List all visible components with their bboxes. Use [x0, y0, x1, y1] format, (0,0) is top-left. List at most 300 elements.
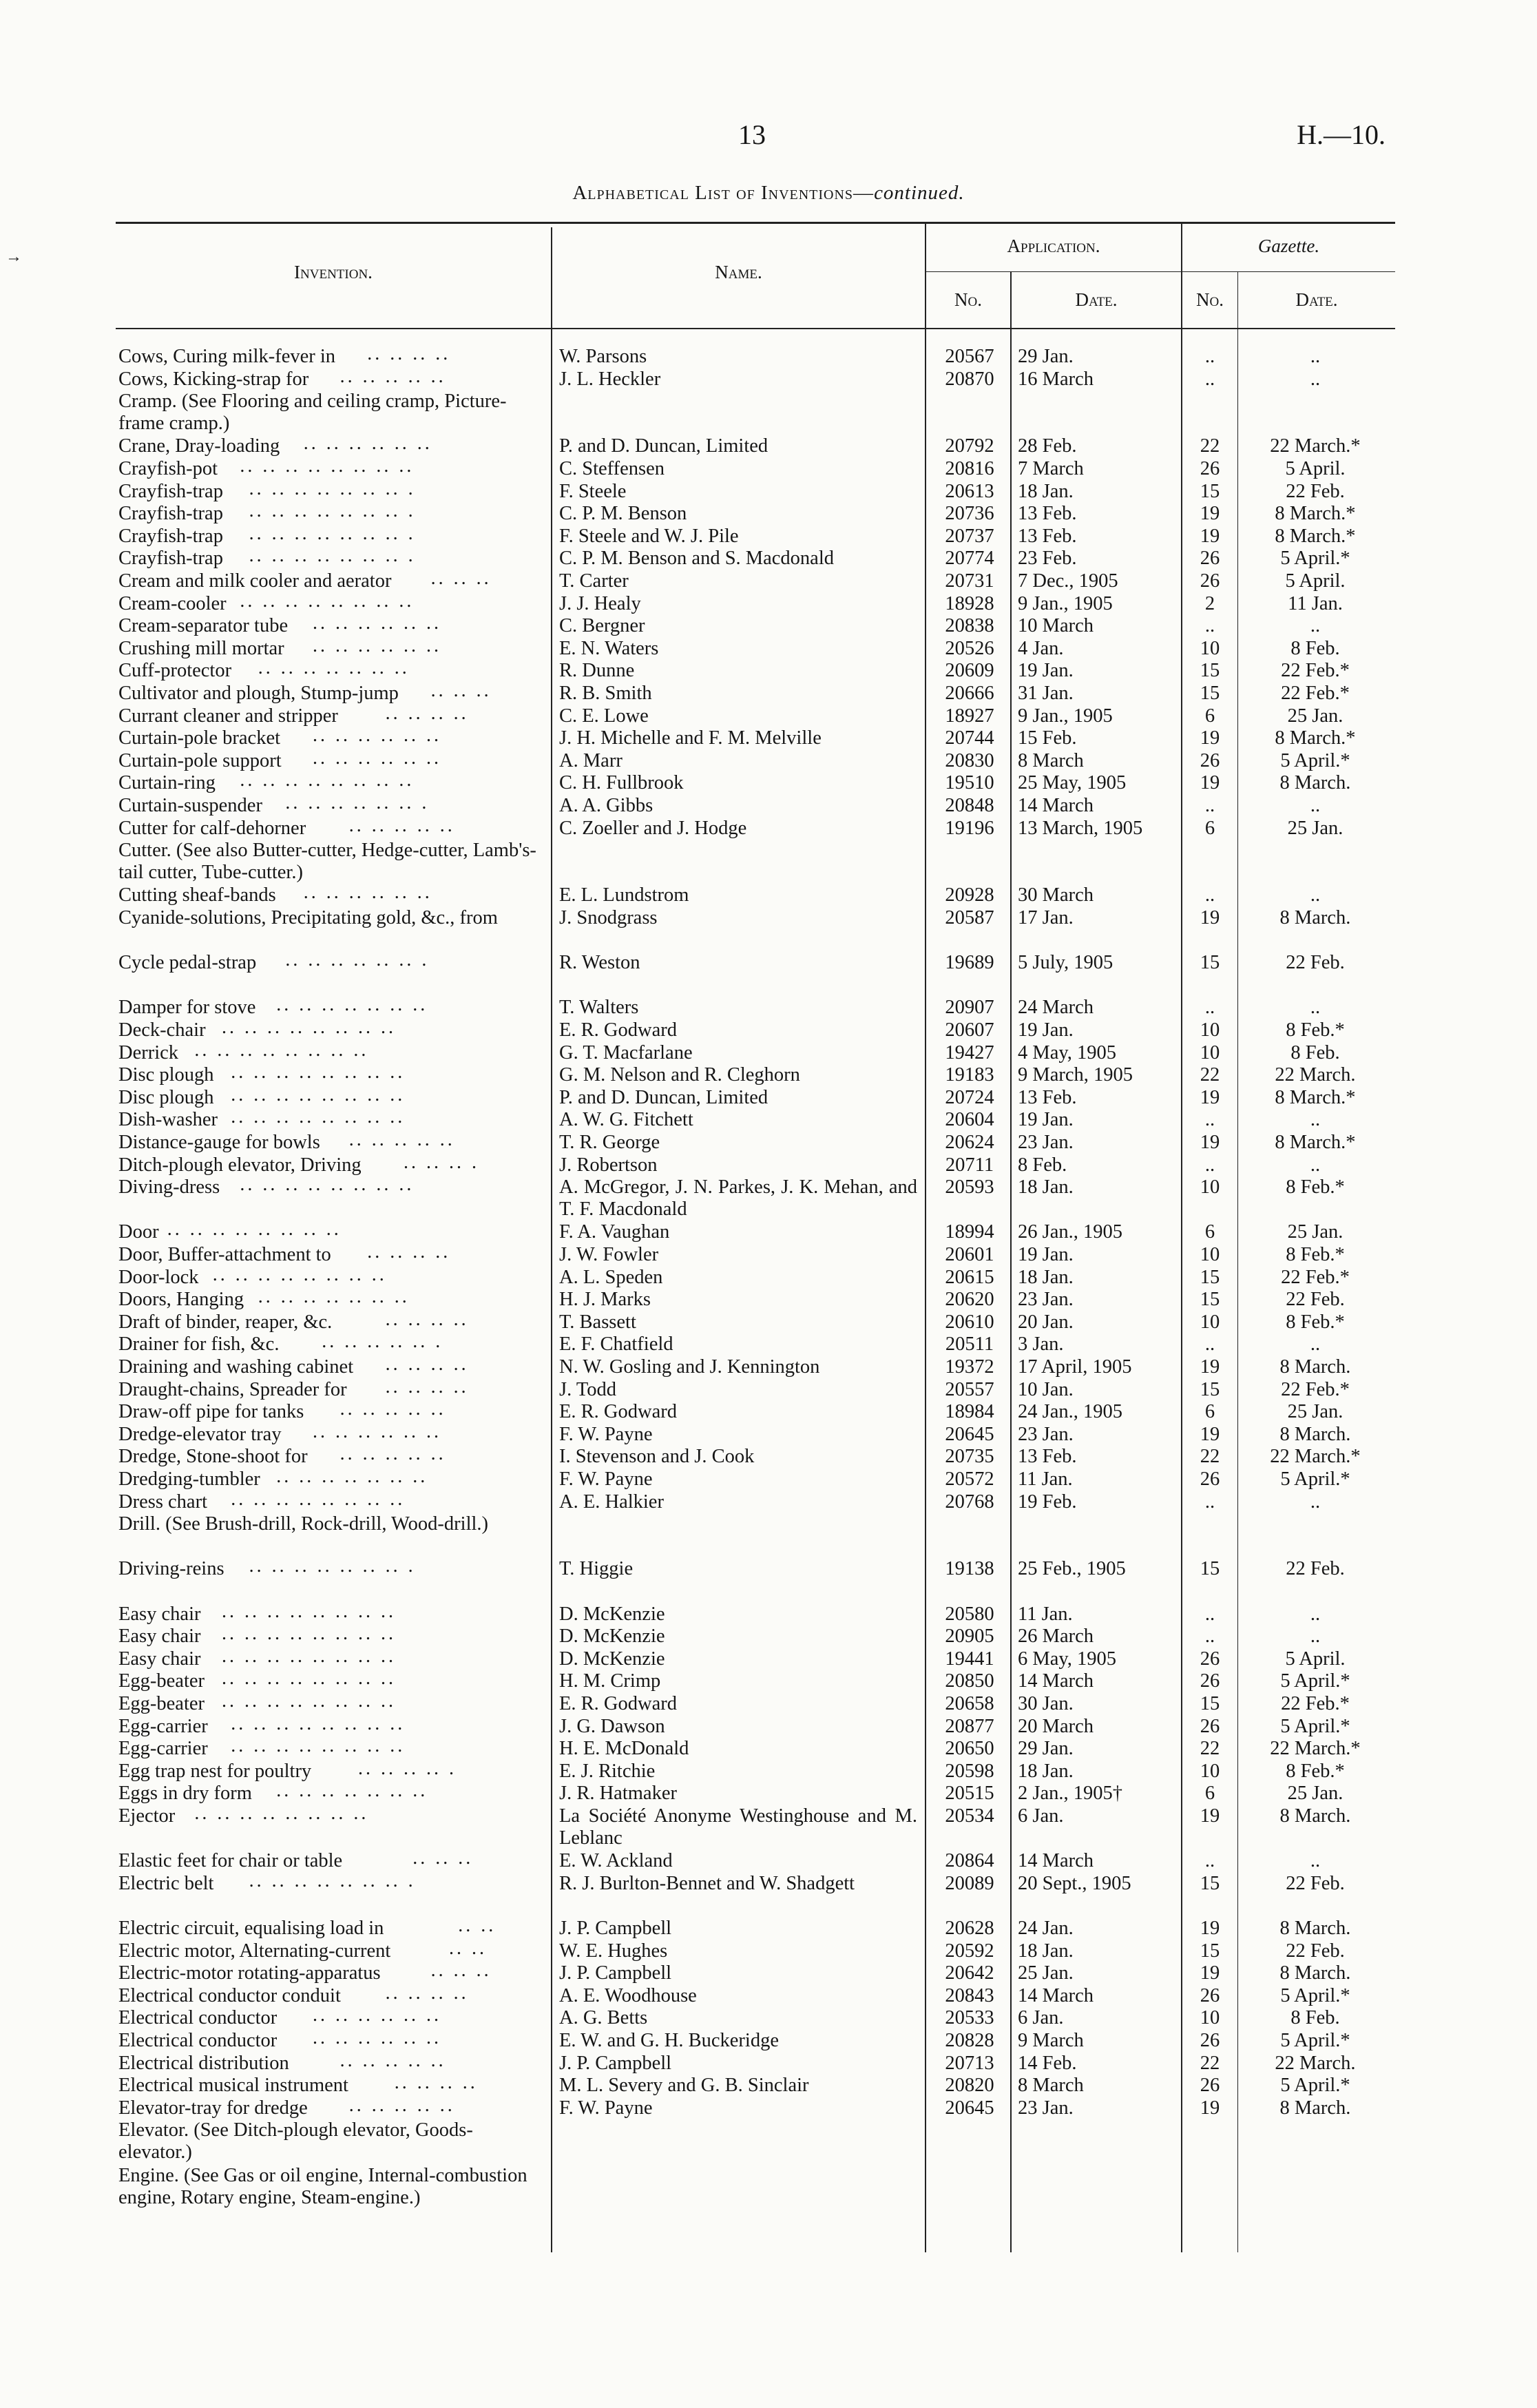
- application-date: 19 Jan.: [1018, 1109, 1074, 1131]
- invention-text: Crayfish-trap: [118, 525, 223, 547]
- invention-text: Curtain-pole support: [118, 749, 282, 771]
- application-date: 2 Jan., 1905†: [1018, 1783, 1122, 1805]
- application-date: 26 March: [1018, 1626, 1094, 1648]
- gazette-number: 19: [1200, 772, 1220, 794]
- leader-dots: .. .. .. .. .. .. .. ..: [222, 1623, 396, 1645]
- leader-dots: .. .. .. ..: [385, 702, 469, 724]
- application-date: 18 Jan.: [1018, 480, 1074, 502]
- gazette-number: ..: [1204, 1333, 1215, 1356]
- leader-dots: .. .. .. .. .. .. .. ..: [222, 1690, 396, 1712]
- invention-text: Door, Buffer-attachment to: [118, 1244, 331, 1265]
- application-number: 20607: [945, 1019, 994, 1041]
- applicant-name: J. W. Fowler: [559, 1244, 659, 1265]
- leader-dots: .. .. .. ..: [367, 343, 451, 364]
- gazette-number: 26: [1200, 1984, 1220, 2006]
- applicant-name: P. and D. Duncan, Limited: [559, 435, 768, 457]
- applicant-name: J. H. Michelle and F. M. Melville: [559, 727, 822, 749]
- invention-text: Cuff-protector: [118, 660, 232, 682]
- gazette-number: 19: [1200, 1423, 1220, 1445]
- application-date: 13 Feb.: [1018, 1446, 1077, 1468]
- application-number: 19510: [945, 772, 994, 794]
- gazette-date: 8 March.: [1279, 1962, 1351, 1984]
- gazette-date: ..: [1310, 884, 1321, 906]
- application-date: 29 Jan.: [1018, 1738, 1074, 1760]
- applicant-name: A. Marr: [559, 749, 623, 771]
- invention-text: Doors, Hanging: [118, 1289, 244, 1311]
- leader-dots: .. .. .. .. .. .. ..: [276, 1780, 428, 1802]
- gazette-date: ..: [1310, 615, 1321, 637]
- invention-text: Egg trap nest for poultry: [118, 1760, 312, 1782]
- application-date: 4 May, 1905: [1018, 1041, 1117, 1063]
- gazette-date: 8 Feb.*: [1286, 1176, 1345, 1198]
- leader-dots: .. .. .. .. .. .. .. ..: [231, 1083, 406, 1106]
- application-number: 20850: [945, 1670, 994, 1692]
- leader-dots: .. .. .. ..: [385, 1353, 469, 1375]
- invention-text: Engine. (See Gas or oil engine, Internal-combustion engine, Rotary engine, Steam-engine.): [118, 2164, 527, 2208]
- gazette-date: ..: [1310, 368, 1321, 390]
- invention-text: Ejector: [118, 1805, 176, 1827]
- gazette-date: 8 March.*: [1275, 1132, 1356, 1153]
- gazette-number: ..: [1204, 795, 1215, 816]
- leader-dots: .. .. .. .. .. .. .. ..: [231, 1106, 406, 1128]
- gazette-number: 6: [1204, 817, 1215, 839]
- application-number: 20744: [945, 727, 994, 749]
- application-date: 11 Jan.: [1018, 1468, 1073, 1490]
- gazette-number: 15: [1200, 1266, 1220, 1288]
- gazette-number: 26: [1200, 1670, 1220, 1692]
- leader-dots: .. .. .. .. .. ..: [303, 433, 432, 455]
- invention-text: Cream-cooler: [118, 592, 227, 614]
- gazette-date: 8 Feb.*: [1286, 1019, 1345, 1041]
- leader-dots: .. .. .. ..: [385, 1376, 469, 1398]
- applicant-name: T. Carter: [559, 570, 629, 592]
- gazette-number: 19: [1200, 1356, 1220, 1378]
- invention-text: Easy chair: [118, 1603, 201, 1625]
- column-rule-2: [925, 222, 926, 2252]
- applicant-name: G. M. Nelson and R. Cleghorn: [559, 1064, 800, 1086]
- applicant-name: C. E. Lowe: [559, 705, 649, 727]
- application-number: 20843: [945, 1984, 994, 2006]
- gazette-date: 8 March.: [1279, 772, 1351, 794]
- invention-text: Door-lock: [118, 1266, 199, 1288]
- application-number: 19427: [945, 1041, 994, 1063]
- header-gaz-date: Date.: [1295, 289, 1338, 310]
- invention-text: Electrical distribution: [118, 2052, 289, 2074]
- gazette-number: 26: [1200, 2030, 1220, 2051]
- invention-text: Dredging-tumbler: [118, 1468, 260, 1490]
- applicant-name: R. J. Burlton-Bennet and W. Shadgett: [559, 1872, 855, 1894]
- leader-dots: .. .. .. .. .. .. .. ..: [231, 1735, 406, 1757]
- applicant-name: A. L. Speden: [559, 1266, 663, 1288]
- gazette-number: 19: [1200, 1132, 1220, 1153]
- applicant-name: D. McKenzie: [559, 1648, 665, 1670]
- gazette-date: ..: [1310, 795, 1321, 816]
- application-date: 11 Jan.: [1018, 1603, 1073, 1625]
- applicant-name: M. L. Severy and G. B. Sinclair: [559, 2075, 809, 2097]
- applicant-name: E. N. Waters: [559, 637, 659, 659]
- applicant-name: E. W. and G. H. Buckeridge: [559, 2030, 779, 2051]
- invention-text: Draught-chains, Spreader for: [118, 1378, 347, 1400]
- gazette-date: ..: [1310, 1491, 1321, 1513]
- gazette-number: 15: [1200, 480, 1220, 502]
- applicant-name: J. P. Campbell: [559, 2052, 672, 2074]
- gazette-number: 19: [1200, 2097, 1220, 2119]
- leader-dots: .. .. .. .. .. .. .. ..: [194, 1803, 369, 1824]
- application-date: 6 May, 1905: [1018, 1648, 1117, 1670]
- leader-dots: .. .. .. .. .. .. .. ..: [222, 1645, 396, 1667]
- application-date: 17 Jan.: [1018, 907, 1074, 928]
- applicant-name: D. McKenzie: [559, 1603, 665, 1625]
- applicant-name: J. J. Healy: [559, 592, 641, 614]
- application-date: 8 Feb.: [1018, 1154, 1067, 1176]
- gazette-date: 22 March.: [1275, 1064, 1356, 1086]
- application-number: 20928: [945, 884, 994, 906]
- gazette-number: 19: [1200, 1962, 1220, 1984]
- invention-text: Easy chair: [118, 1648, 201, 1670]
- gazette-number: 26: [1200, 1648, 1220, 1670]
- gazette-number: 26: [1200, 548, 1220, 570]
- gazette-number: 26: [1200, 570, 1220, 592]
- leader-dots: .. .. .. .. .. ..: [313, 634, 441, 656]
- invention-text: Disc plough: [118, 1086, 214, 1108]
- applicant-name: H. J. Marks: [559, 1289, 651, 1311]
- invention-text: Electric-motor rotating-apparatus: [118, 1962, 381, 1984]
- leader-dots: .. .. .. .. .. ..: [313, 612, 441, 634]
- header-gazette: Gazette.: [1257, 236, 1320, 256]
- gazette-date: 22 Feb.: [1286, 480, 1345, 502]
- gazette-number: 26: [1200, 1468, 1220, 1490]
- application-number: 20609: [945, 660, 994, 682]
- application-number: 20567: [945, 346, 994, 367]
- paper-reference: H.—10.: [1297, 119, 1386, 150]
- application-date: 9 Jan., 1905: [1018, 705, 1113, 727]
- gazette-number: 6: [1204, 1221, 1215, 1243]
- application-number: 20615: [945, 1266, 994, 1288]
- invention-text: Crayfish-trap: [118, 480, 223, 502]
- gazette-date: 8 March.: [1279, 1805, 1351, 1827]
- application-date: 20 Sept., 1905: [1018, 1872, 1131, 1894]
- invention-text: Drill. (See Brush-drill, Rock-drill, Wood-drill.): [118, 1513, 489, 1535]
- gazette-date: 5 April.*: [1280, 749, 1350, 771]
- invention-text: Dredge-elevator tray: [118, 1423, 282, 1445]
- gazette-number: 19: [1200, 1086, 1220, 1108]
- gazette-date: 8 March.*: [1275, 503, 1356, 525]
- application-date: 13 Feb.: [1018, 503, 1077, 525]
- applicant-name: A. McGregor, J. N. Parkes, J. K. Mehan, and T. F. Macdonald: [559, 1176, 917, 1221]
- applicant-name: C. Bergner: [559, 615, 645, 637]
- applicant-name: La Société Anonyme Westinghouse and M. Leblanc: [559, 1805, 917, 1849]
- gazette-date: ..: [1310, 1333, 1321, 1356]
- gazette-date: 22 Feb.: [1286, 1872, 1345, 1894]
- applicant-name: W. Parsons: [559, 346, 647, 367]
- gazette-number: 10: [1200, 637, 1220, 659]
- application-number: 20713: [945, 2052, 994, 2074]
- application-number: 18928: [945, 592, 994, 614]
- application-number: 20864: [945, 1850, 994, 1872]
- gazette-number: 10: [1200, 2007, 1220, 2029]
- gazette-number: 26: [1200, 1715, 1220, 1737]
- application-number: 20792: [945, 435, 994, 457]
- gazette-date: 5 April.*: [1280, 1715, 1350, 1737]
- application-number: 20587: [945, 907, 994, 928]
- gazette-date: 8 March.: [1279, 907, 1351, 928]
- application-date: 10 March: [1018, 615, 1094, 637]
- gazette-number: ..: [1204, 615, 1215, 637]
- application-number: 20774: [945, 548, 994, 570]
- invention-text: Cycle pedal-strap: [118, 952, 257, 974]
- applicant-name: F. W. Payne: [559, 2097, 653, 2119]
- applicant-name: C. Steffensen: [559, 458, 665, 479]
- heading-main: Alphabetical List of Inventions—: [572, 182, 875, 204]
- gazette-number: 15: [1200, 1378, 1220, 1400]
- gazette-number: ..: [1204, 346, 1215, 367]
- invention-text: Disc plough: [118, 1064, 214, 1086]
- applicant-name: A. E. Halkier: [559, 1491, 664, 1513]
- invention-text: Cyanide-solutions, Precipitating gold, &c., from: [118, 907, 498, 928]
- applicant-name: R. Dunne: [559, 660, 635, 682]
- leader-dots: .. ..: [458, 1915, 496, 1936]
- gazette-date: 8 Feb.*: [1286, 1311, 1345, 1333]
- invention-text: Currant cleaner and stripper: [118, 705, 338, 727]
- invention-text: Cultivator and plough, Stump-jump: [118, 683, 399, 704]
- gazette-number: 15: [1200, 1693, 1220, 1714]
- application-number: 20533: [945, 2007, 994, 2029]
- header-name: Name.: [715, 262, 762, 282]
- application-date: 14 March: [1018, 1670, 1094, 1692]
- application-date: 14 March: [1018, 1850, 1094, 1872]
- invention-text: Crayfish-trap: [118, 548, 223, 570]
- applicant-name: H. E. McDonald: [559, 1738, 689, 1760]
- invention-text: Curtain-ring: [118, 772, 216, 794]
- application-number: 20905: [945, 1626, 994, 1648]
- table-top-rule: [116, 222, 1395, 224]
- application-date: 9 March, 1905: [1018, 1064, 1133, 1086]
- application-number: 20628: [945, 1918, 994, 1939]
- table-header-rule: [116, 328, 1395, 329]
- application-number: 20816: [945, 458, 994, 479]
- application-number: 20604: [945, 1109, 994, 1131]
- invention-text: Crayfish-pot: [118, 458, 218, 479]
- application-number: 20736: [945, 503, 994, 525]
- invention-text: Electrical conductor: [118, 2007, 278, 2029]
- application-date: 7 Dec., 1905: [1018, 570, 1118, 592]
- application-number: 20557: [945, 1378, 994, 1400]
- invention-text: Curtain-pole bracket: [118, 727, 281, 749]
- invention-text: Dress chart: [118, 1491, 207, 1513]
- gazette-number: ..: [1204, 1109, 1215, 1131]
- application-number: 20711: [945, 1154, 994, 1176]
- application-number: 20737: [945, 525, 994, 547]
- invention-text: Elastic feet for chair or table: [118, 1850, 343, 1872]
- gazette-date: 8 Feb.: [1290, 637, 1340, 659]
- application-number: 18927: [945, 705, 994, 727]
- invention-text: Electrical conductor conduit: [118, 1984, 341, 2006]
- application-number: 20089: [945, 1872, 994, 1894]
- gazette-date: 5 April.*: [1280, 2075, 1350, 2097]
- gazette-date: 8 Feb.*: [1286, 1760, 1345, 1782]
- invention-text: Draining and washing cabinet: [118, 1356, 354, 1378]
- application-date: 25 Feb., 1905: [1018, 1558, 1126, 1580]
- leader-dots: .. .. .. .. .. .. .. ..: [231, 1712, 406, 1734]
- gazette-number: 26: [1200, 749, 1220, 771]
- gazette-number: 22: [1200, 435, 1220, 457]
- gazette-date: ..: [1310, 1154, 1321, 1176]
- leader-dots: .. .. .. ..: [394, 2072, 478, 2094]
- application-date: 4 Jan.: [1018, 637, 1064, 659]
- application-number: 20666: [945, 683, 994, 704]
- invention-text: Crane, Dray-loading: [118, 435, 280, 457]
- gazette-date: ..: [1310, 346, 1321, 367]
- gazette-date: ..: [1310, 1626, 1321, 1648]
- leader-dots: .. .. .. .. .. .. .. ..: [231, 1488, 406, 1510]
- gazette-number: 26: [1200, 2075, 1220, 2097]
- application-date: 31 Jan.: [1018, 683, 1074, 704]
- gazette-date: 22 Feb.: [1286, 1289, 1345, 1311]
- leader-dots: .. .. .. .. .. .. .: [285, 792, 430, 813]
- gazette-date: 22 March.*: [1270, 1446, 1361, 1468]
- application-date: 26 Jan., 1905: [1018, 1221, 1122, 1243]
- gazette-number: 19: [1200, 503, 1220, 525]
- applicant-name: J. L. Heckler: [559, 368, 661, 390]
- leader-dots: .. .. ..: [430, 680, 492, 701]
- invention-text: Door: [118, 1221, 159, 1243]
- gazette-date: 22 Feb.*: [1281, 660, 1350, 682]
- gazette-number: ..: [1204, 1154, 1215, 1176]
- application-date: 14 March: [1018, 795, 1094, 816]
- application-number: 20870: [945, 368, 994, 390]
- gazette-date: 22 March.: [1275, 2052, 1356, 2074]
- gazette-date: 8 March.*: [1275, 727, 1356, 749]
- gazette-date: 22 Feb.: [1286, 952, 1345, 974]
- leader-dots: .. .. .. .. .. .. .: [285, 949, 430, 971]
- gazette-number: 19: [1200, 1805, 1220, 1827]
- application-number: 20877: [945, 1715, 994, 1737]
- application-number: 20724: [945, 1086, 994, 1108]
- leader-dots: .. .. .. .. .. ..: [313, 2027, 441, 2048]
- application-date: 13 Feb.: [1018, 525, 1077, 547]
- application-date: 16 March: [1018, 368, 1094, 390]
- application-date: 24 March: [1018, 997, 1094, 1019]
- gazette-number: ..: [1204, 368, 1215, 390]
- header-app-no: No.: [954, 289, 982, 310]
- application-date: 6 Jan.: [1018, 1805, 1064, 1827]
- gazette-number: 10: [1200, 1311, 1220, 1333]
- leader-dots: .. .. .. .. .. .. .. ..: [222, 1668, 396, 1690]
- gazette-number: 6: [1204, 1783, 1215, 1805]
- leader-dots: .. .. .. .. .. .. .. .: [249, 1555, 416, 1577]
- applicant-name: J. Snodgrass: [559, 907, 658, 928]
- leader-dots: .. .. ..: [430, 1960, 492, 1982]
- gazette-number: ..: [1204, 1626, 1215, 1648]
- leader-dots: .. .. .. .. .. ..: [313, 2004, 441, 2026]
- gazette-number: 10: [1200, 1176, 1220, 1198]
- header-gaz-no: No.: [1196, 289, 1224, 310]
- application-date: 18 Jan.: [1018, 1176, 1074, 1198]
- application-date: 23 Jan.: [1018, 1132, 1074, 1153]
- gazette-number: 15: [1200, 683, 1220, 704]
- leader-dots: .. .. .. .. .. .. .. ..: [167, 1218, 342, 1241]
- page-number: 13: [738, 119, 766, 150]
- application-number: 20838: [945, 615, 994, 637]
- application-number: 20598: [945, 1760, 994, 1782]
- applicant-name: C. H. Fullbrook: [559, 772, 684, 794]
- application-number: 20735: [945, 1446, 994, 1468]
- gazette-number: 10: [1200, 1760, 1220, 1782]
- applicant-name: F. Steele and W. J. Pile: [559, 525, 739, 547]
- gazette-date: 5 April.: [1285, 458, 1346, 479]
- group-rule-application: [925, 271, 1181, 272]
- applicant-name: F. W. Payne: [559, 1423, 653, 1445]
- invention-text: Curtain-suspender: [118, 795, 262, 816]
- application-number: 20650: [945, 1738, 994, 1760]
- invention-text: Cutting sheaf-bands: [118, 884, 276, 906]
- invention-text: Ditch-plough elevator, Driving: [118, 1154, 362, 1176]
- application-number: 20645: [945, 2097, 994, 2119]
- invention-text: Cream-separator tube: [118, 615, 289, 637]
- gazette-date: 5 April.: [1285, 1648, 1346, 1670]
- invention-text: Derrick: [118, 1041, 179, 1063]
- leader-dots: .. .. .. .. .. .. .. ..: [240, 590, 415, 612]
- gazette-date: ..: [1310, 1850, 1321, 1872]
- application-date: 8 March: [1018, 749, 1084, 771]
- application-number: 20572: [945, 1468, 994, 1490]
- application-date: 9 March: [1018, 2030, 1084, 2051]
- leader-dots: .. .. .. .. .. ..: [313, 1420, 441, 1442]
- application-date: 20 March: [1018, 1715, 1094, 1737]
- leader-dots: .. ..: [449, 1937, 487, 1959]
- applicant-name: J. G. Dawson: [559, 1715, 665, 1737]
- leader-dots: .. .. ..: [430, 568, 492, 589]
- invention-text: Electric belt: [118, 1872, 214, 1894]
- gazette-date: 22 Feb.*: [1281, 1693, 1350, 1714]
- applicant-name: C. P. M. Benson: [559, 503, 687, 525]
- gazette-date: 22 March.*: [1270, 1738, 1361, 1760]
- gazette-number: 22: [1200, 1064, 1220, 1086]
- application-number: 19196: [945, 817, 994, 839]
- gazette-date: ..: [1310, 1603, 1321, 1625]
- invention-text: Electrical musical instrument: [118, 2075, 348, 2097]
- gazette-number: 2: [1204, 592, 1215, 614]
- applicant-name: J. R. Hatmaker: [559, 1783, 677, 1805]
- applicant-name: E. R. Godward: [559, 1401, 677, 1423]
- invention-text: Deck-chair: [118, 1019, 206, 1041]
- gazette-date: ..: [1310, 997, 1321, 1019]
- application-number: 18994: [945, 1221, 994, 1243]
- applicant-name: A. W. G. Fitchett: [559, 1109, 693, 1131]
- invention-text: Easy chair: [118, 1626, 201, 1648]
- invention-text: Cutter. (See also Butter-cutter, Hedge-cutter, Lamb's-tail cutter, Tube-cutter.): [118, 840, 536, 884]
- application-number: 20534: [945, 1805, 994, 1827]
- application-number: 20624: [945, 1132, 994, 1153]
- applicant-name: E. R. Godward: [559, 1693, 677, 1714]
- leader-dots: .. .. .. .. .. .. .. ..: [231, 1061, 406, 1083]
- leader-dots: .. .. .. .. .: [358, 1757, 457, 1779]
- applicant-name: W. E. Hughes: [559, 1940, 668, 1962]
- application-date: 19 Jan.: [1018, 1244, 1074, 1265]
- gazette-date: 8 March.: [1279, 2097, 1351, 2119]
- application-number: 20592: [945, 1940, 994, 1962]
- application-date: 15 Feb.: [1018, 727, 1077, 749]
- application-number: 20642: [945, 1962, 994, 1984]
- applicant-name: N. W. Gosling and J. Kennington: [559, 1356, 820, 1378]
- invention-text: Electric motor, Alternating-current: [118, 1940, 391, 1962]
- header-application: Application.: [1007, 236, 1100, 256]
- gazette-number: 10: [1200, 1244, 1220, 1265]
- gazette-number: ..: [1204, 1603, 1215, 1625]
- gazette-number: 15: [1200, 1289, 1220, 1311]
- leader-dots: .. .. .. .. .. .. .. .: [249, 545, 416, 567]
- gazette-number: 26: [1200, 458, 1220, 479]
